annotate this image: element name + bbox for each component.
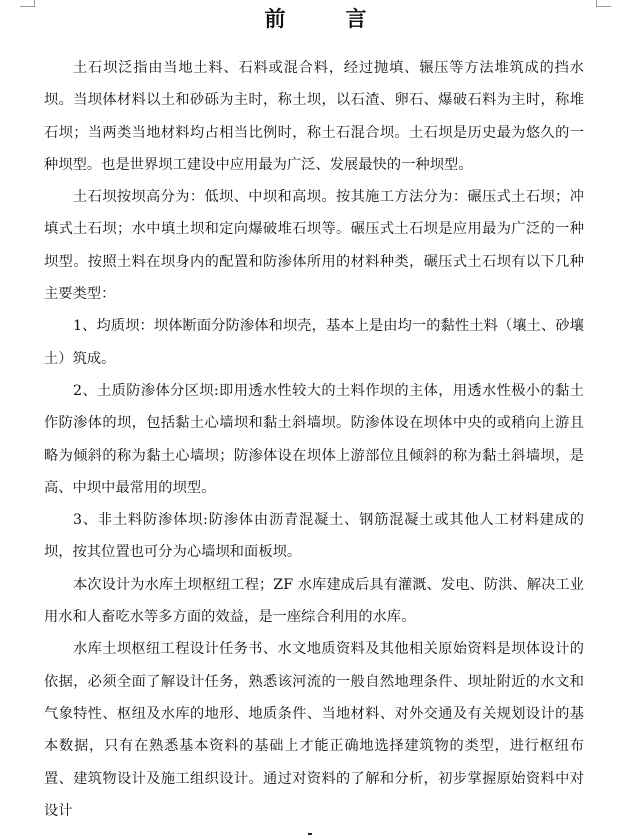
- paragraph: 土石坝按坝高分为：低坝、中坝和高坝。按其施工方法分为：碾压式土石坝；冲填式土石坝；水中填土坝和定向爆破堆石坝等。碾压式土石坝是应用最为广泛的一种坝型。按照土料在坝身内的配置和防渗体所用的材料种类，碾压式土石坝有以下几种主要类型：: [44, 189, 584, 303]
- text-cursor-mark: [308, 833, 312, 835]
- paragraph: 本次设计为水库土坝枢纽工程；ZF 水库建成后具有灌溉、发电、防洪、解决工业用水和人畜吃水等多方面的效益，是一座综合利用的水库。: [44, 576, 584, 626]
- paragraph: 土石坝泛指由当地土料、石料或混合料，经过抛填、辗压等方法堆筑成的挡水坝。当坝体材料以土和砂砾为主时，称土坝，以石渣、卵石、爆破石料为主时，称堆石坝；当两类当地材料均占相当比例时，称土石混合坝。土石坝是历史最为悠久的一种坝型。也是世界坝工建设中应用最为广泛、发展最快的一种坝型。: [44, 60, 584, 173]
- paragraph: 水库土坝枢纽工程设计任务书、水文地质资料及其他相关原始资料是坝体设计的依据，必须全面了解设计任务，熟悉该河流的一般自然地理条件、坝址附近的水文和气象特性、枢纽及水库的地形、地质条件、当地材料、对外交通及有关规划设计的基本数据，只有在熟悉基本资料的基础上才能正确地选择建筑物的类型，进行枢纽布置、建筑物设计及施工组织设计。通过对资料的了解和分析，初步掌握原始资料中对设计: [44, 641, 584, 819]
- page-title: 前言: [264, 7, 427, 31]
- paragraph: 2、土质防渗体分区坝:即用透水性较大的土料作坝的主体，用透水性极小的黏土作防渗体的坝，包括黏土心墙坝和黏土斜墙坝。防渗体设在坝体中央的或稍向上游且略为倾斜的称为黏土心墙坝；防渗体设在坝体上游部位且倾斜的称为黏土斜墙坝，是高、中坝中最常用的坝型。: [44, 382, 584, 496]
- document-body: [44, 52, 584, 827]
- paragraph: 3、非土料防渗体坝:防渗体由沥青混凝土、钢筋混凝土或其他人工材料建成的坝，按其位置也可分为心墙坝和面板坝。: [44, 512, 584, 561]
- paragraph: 1、均质坝：坝体断面分防渗体和坝壳，基本上是由均一的黏性土料（壤土、砂壤土）筑成。: [44, 318, 584, 367]
